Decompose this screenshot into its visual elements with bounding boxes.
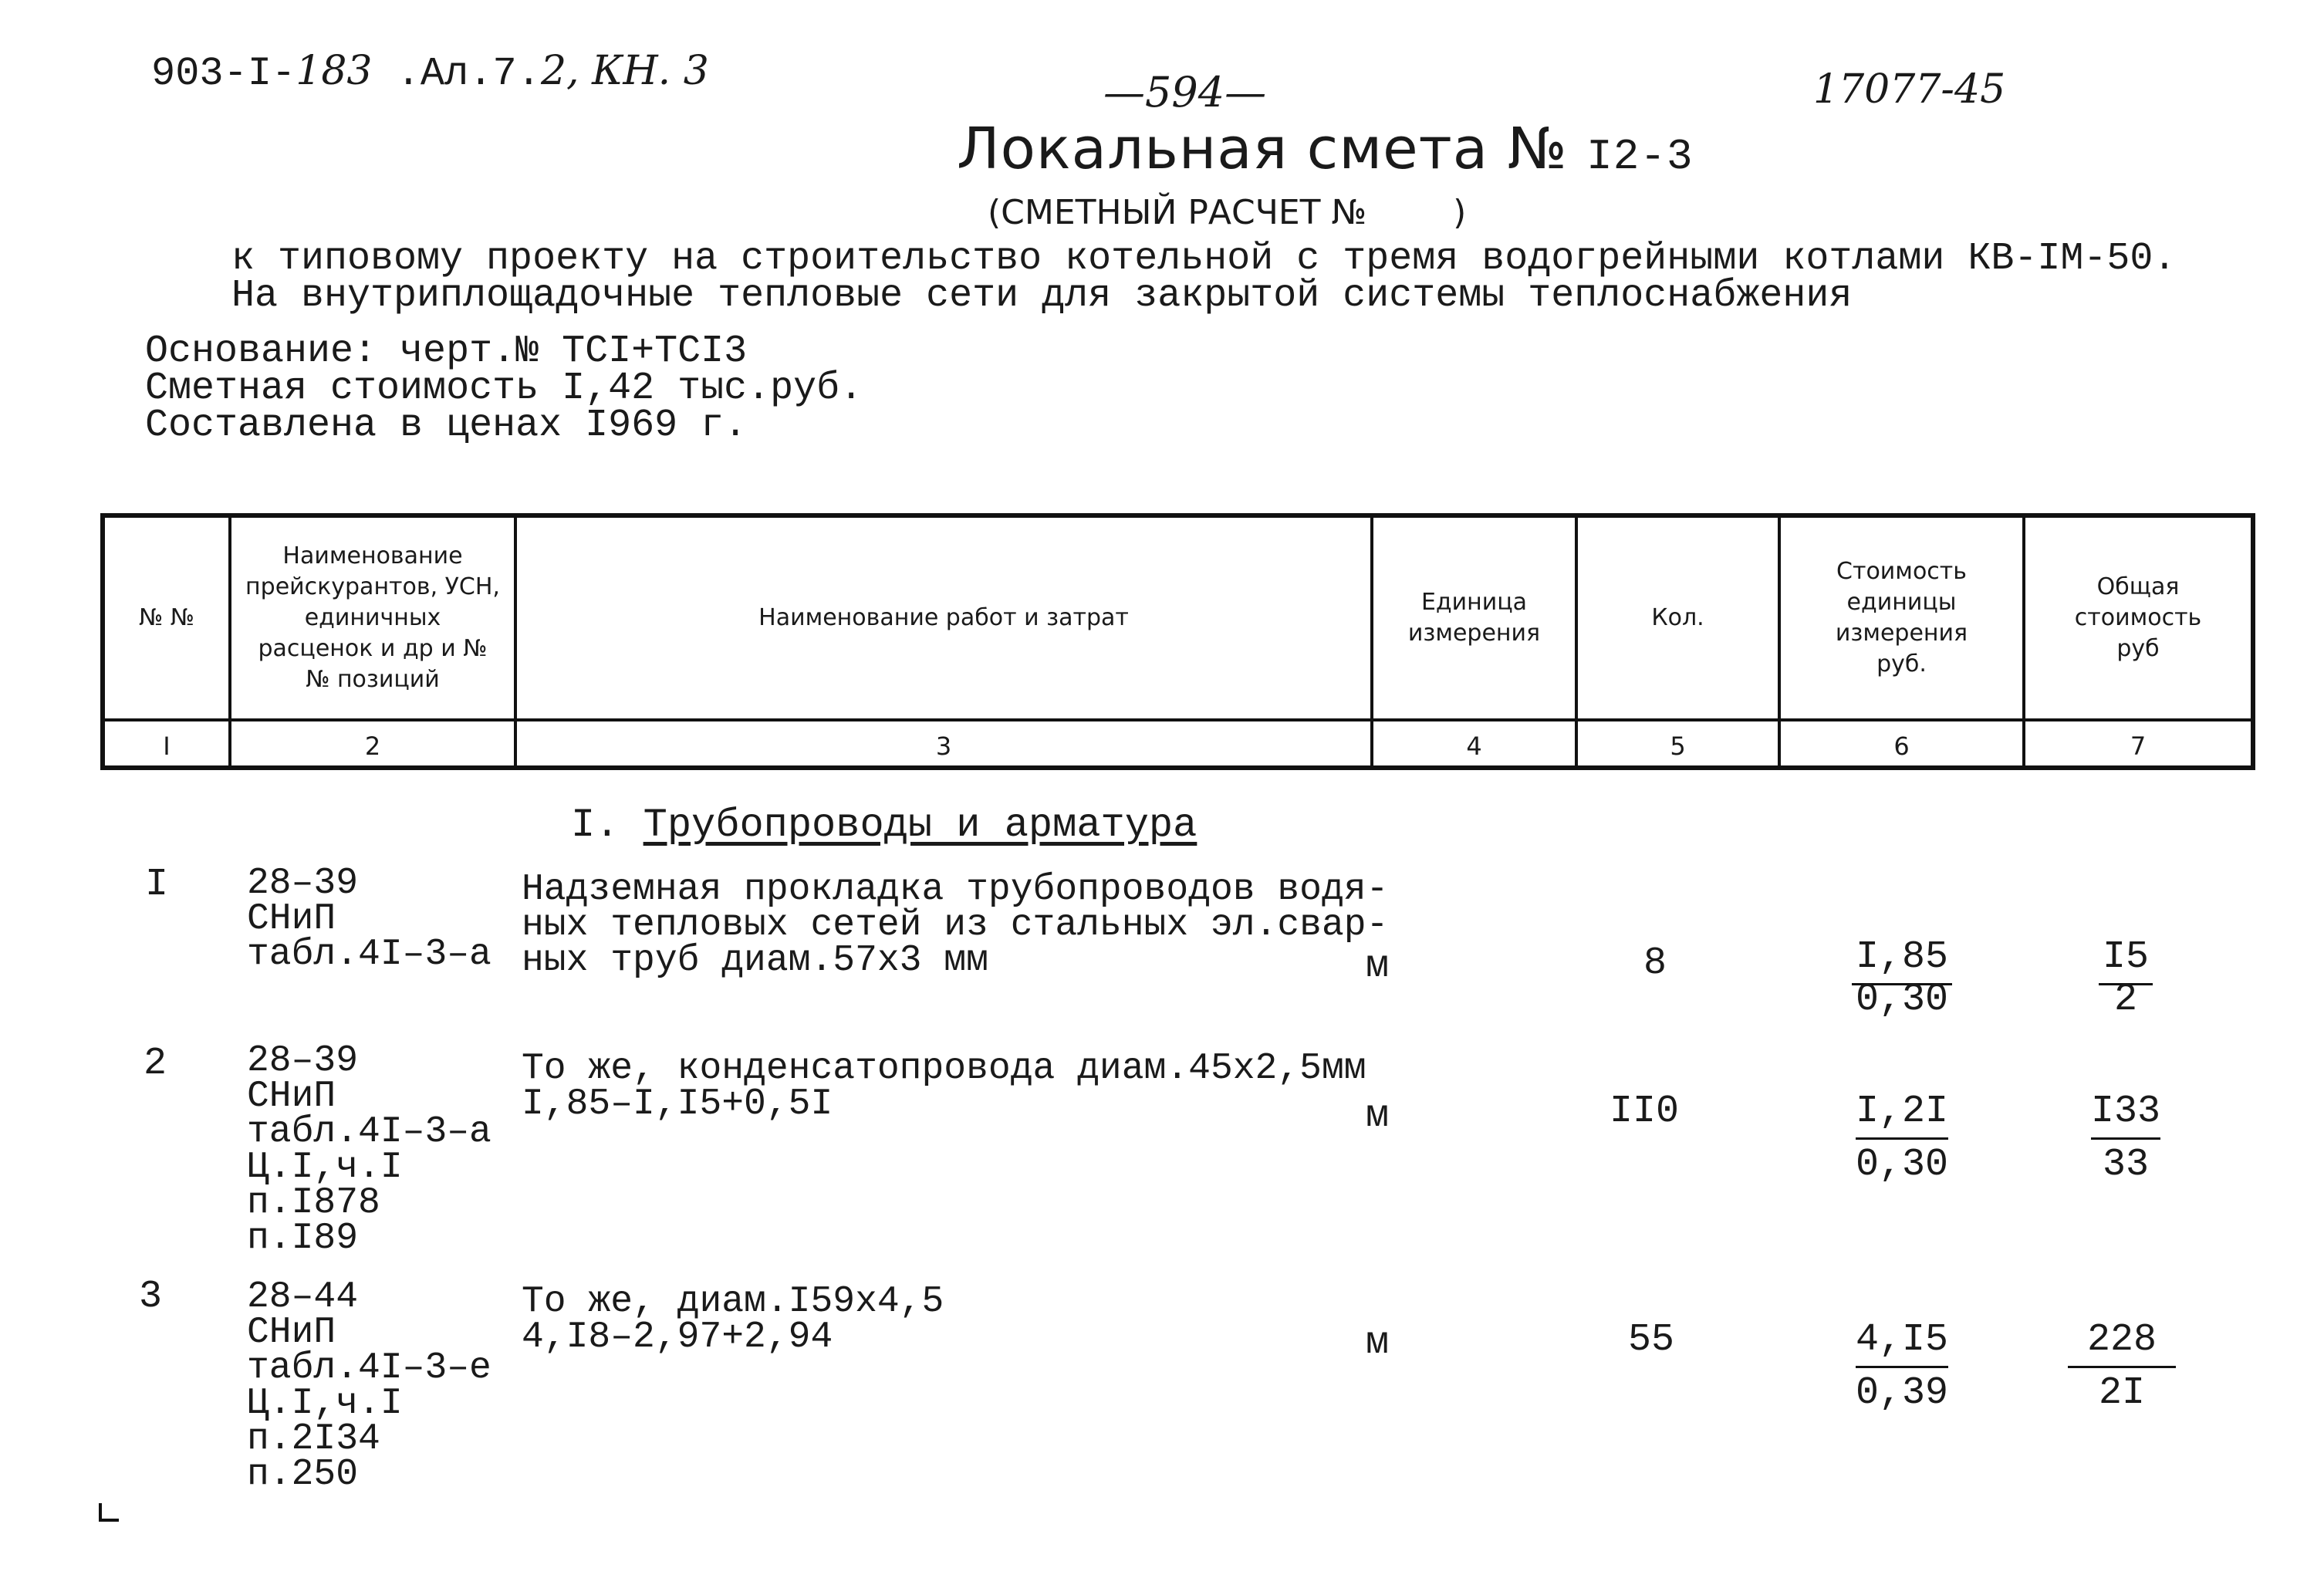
- column-header-unit: Единица измерения: [1407, 589, 1541, 647]
- row-reference: 28–44 СНиП табл.4I–3–е Ц.I,ч.I п.2I34 п.250: [247, 1276, 491, 1495]
- total-cost-value: I5: [2102, 935, 2149, 979]
- total-cost-value: 228: [2086, 1318, 2157, 1362]
- row-reference: 28–39 СНиП табл.4I–3–а Ц.I,ч.I п.I878 п.I89: [247, 1040, 491, 1259]
- row-unit: м: [1366, 1321, 1390, 1365]
- section-heading: [571, 803, 1197, 848]
- row-work-name: То же, диам.I59х4,5 4,I8–2,97+2,94: [522, 1281, 944, 1358]
- page-corner-mark: [99, 1503, 119, 1522]
- total-cost-base: 2I: [2098, 1371, 2145, 1415]
- fraction-bar: [1856, 1137, 1948, 1140]
- row-reference: 28–39 СНиП табл.4I–3–а: [247, 863, 491, 975]
- section-title: Трубопроводы и арматура: [643, 803, 1197, 848]
- section-number: I.: [571, 803, 643, 848]
- column-number: 4: [1466, 731, 1482, 761]
- row-unit: м: [1366, 944, 1390, 988]
- table-header: [100, 513, 2255, 770]
- page-title-number: I2-3: [1586, 132, 1694, 181]
- column-header-unit-cost: Стоимость единицы измерения руб.: [1835, 558, 1968, 678]
- price-year-line: Составлена в ценах I969 г.: [145, 404, 748, 448]
- document-code: [151, 48, 709, 96]
- page-subtitle: (СМЕТНЫЙ РАСЧЕТ № ): [988, 193, 1467, 232]
- row-quantity: 55: [1628, 1318, 1675, 1362]
- total-cost-base: 33: [2102, 1143, 2149, 1187]
- unit-cost-value: 4,I5: [1855, 1318, 1949, 1362]
- unit-cost-base: 0,30: [1855, 978, 1949, 1022]
- row-total-cost: [2076, 1088, 2176, 1189]
- page-number: —594—: [1103, 68, 1267, 117]
- estimated-cost-line: Сметная стоимость I,42 тыс.руб.: [145, 367, 863, 411]
- column-number: 3: [935, 731, 952, 761]
- document-code-handwritten-book: 2, КН. 3: [540, 48, 709, 94]
- row-work-name: Надземная прокладка трубопроводов водя- ных тепловых сетей из стальных эл.свар- ных труб диам.57х3 мм: [522, 869, 1389, 982]
- total-cost-base: 2: [2113, 978, 2137, 1022]
- column-number: 7: [2130, 731, 2147, 761]
- description-line-2: На внутриплощадочные тепловые сети для закрытой системы теплоснабжения: [231, 274, 1853, 318]
- row-number: I: [145, 863, 169, 907]
- row-quantity: II0: [1610, 1090, 1680, 1134]
- row-unit-cost: [1840, 934, 1964, 1024]
- row-unit-cost: [1840, 1316, 1964, 1418]
- document-code-prefix: 903-I-: [151, 51, 296, 96]
- row-number: 3: [139, 1275, 163, 1319]
- row-work-name: То же, конденсатопровода диам.45х2,5мм I,85–I,I5+0,5I: [522, 1048, 1366, 1125]
- fraction-bar: [1856, 1366, 1948, 1368]
- row-total-cost: [2060, 1316, 2184, 1418]
- total-cost-value: I33: [2090, 1090, 2160, 1134]
- row-total-cost: [2083, 934, 2168, 1024]
- page-title: [957, 116, 1694, 182]
- column-number: 5: [1670, 731, 1686, 761]
- unit-cost-value: I,85: [1855, 935, 1949, 979]
- document-number: 17077-45: [1813, 66, 2006, 113]
- column-header-total-cost: Общая стоимость руб: [2074, 573, 2202, 662]
- fraction-bar: [2068, 1366, 2176, 1368]
- fraction-bar: [2091, 1137, 2160, 1140]
- column-header-reference: Наименование прейскурантов, УСН, единичных расценок и др и № № позиций: [245, 542, 500, 693]
- unit-cost-base: 0,30: [1855, 1143, 1949, 1187]
- description-line-1: к типовому проекту на строительство котельной с тремя водогрейными котлами КВ-IМ-50.: [231, 237, 2177, 281]
- unit-cost-base: 0,39: [1855, 1371, 1949, 1415]
- column-number: 6: [1893, 731, 1910, 761]
- unit-cost-value: I,2I: [1855, 1090, 1949, 1134]
- column-number: I: [163, 731, 171, 761]
- page-title-text: Локальная смета №: [957, 116, 1568, 182]
- column-number: 2: [364, 731, 381, 761]
- column-header-number: № №: [139, 604, 194, 631]
- document-code-handwritten-series: 183: [296, 48, 373, 94]
- row-quantity: 8: [1643, 941, 1667, 985]
- row-number: 2: [144, 1042, 167, 1086]
- column-header-quantity: Кол.: [1651, 604, 1704, 631]
- document-code-sheet: .Ал.7.: [372, 51, 541, 96]
- basis-line: Основание: черт.№ ТСI+ТСI3: [145, 329, 748, 373]
- row-unit-cost: [1840, 1088, 1964, 1189]
- column-header-work-name: Наименование работ и затрат: [758, 604, 1129, 631]
- row-unit: м: [1366, 1094, 1390, 1138]
